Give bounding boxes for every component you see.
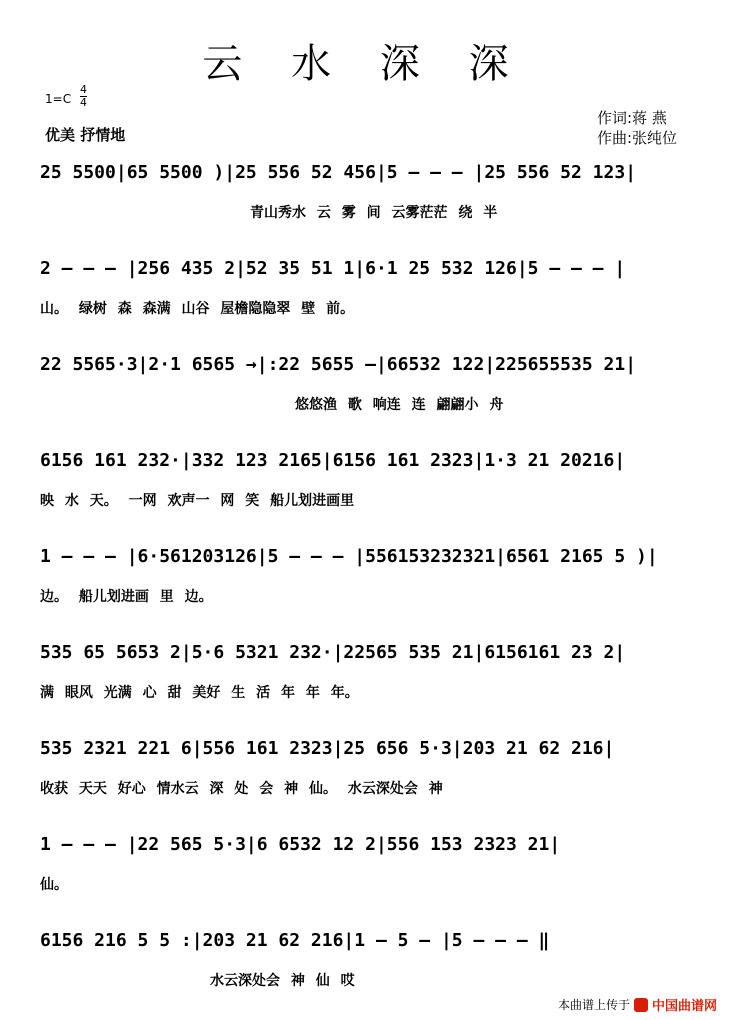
footer xyxy=(558,995,717,1014)
staff-3 xyxy=(40,342,700,438)
time-signature-top: 4 xyxy=(80,83,87,96)
lyrics-line: 山。 绿树 森 森满 山谷 屋檐隐隐翠 壁 前。 xyxy=(40,301,355,317)
staff-1 xyxy=(40,150,700,246)
notation-line: 22 5565·3|2·1 6565 →|:22 5655 –|66532 122|225655535 21| xyxy=(40,354,637,375)
staff-2 xyxy=(40,246,700,342)
music-sheet xyxy=(40,150,700,989)
time-signature-bottom: 4 xyxy=(80,96,87,109)
composer: 作曲:张纯位 xyxy=(597,129,678,147)
staff-8 xyxy=(40,822,700,918)
lyrics-line: 满 眼风 光满 心 甜 美好 生 活 年 年 年。 xyxy=(40,685,359,701)
lyrics-line: 仙。 xyxy=(40,877,68,893)
staff-6 xyxy=(40,630,700,726)
lyrics-line: 悠悠渔 歌 响连 连 翩翩小 舟 xyxy=(295,397,504,413)
upload-note: 本曲谱上传于 xyxy=(557,998,630,1012)
time-signature xyxy=(80,84,87,109)
lyrics-line: 青山秀水 云 雾 间 云雾茫茫 绕 半 xyxy=(250,205,498,221)
lyrics-line: 边。 船儿划进画 里 边。 xyxy=(40,589,213,605)
staff-4 xyxy=(40,438,700,534)
lyrics-line: 水云深处会 神 仙 哎 xyxy=(210,973,355,989)
notation-line: 1 – – – |22 565 5·3|6 6532 12 2|556 153 2323 21| xyxy=(40,834,561,855)
lyrics-line: 收获 天天 好心 情水云 深 处 会 神 仙。 水云深处会 神 xyxy=(40,781,443,797)
site-logo-icon xyxy=(634,998,648,1012)
credits xyxy=(597,108,677,148)
lyricist: 作词:蒋 燕 xyxy=(597,109,667,127)
key-signature: 1=C xyxy=(45,92,72,106)
notation-line: 1 – – – |6·561203126|5 – – – |556153232321|6561 2165 5 )| xyxy=(40,546,658,567)
staff-7 xyxy=(40,726,700,822)
notation-line: 6156 161 232·|332 123 2165|6156 161 2323|1·3 21 20216| xyxy=(40,450,626,471)
notation-line: 535 65 5653 2|5·6 5321 232·|22565 535 21|6156161 23 2| xyxy=(40,642,626,663)
site-name: 中国曲谱网 xyxy=(651,999,717,1014)
notation-line: 2 – – – |256 435 2|52 35 51 1|6·1 25 532 126|5 – – – | xyxy=(40,258,626,279)
page-title: 云 水 深 深 xyxy=(202,41,527,87)
lyrics-line: 映 水 天。 一网 欢声一 网 笑 船儿划进画里 xyxy=(40,493,355,509)
notation-line: 6156 216 5 5 :|203 21 62 216|1 – 5 – |5 – – – ‖ xyxy=(40,930,550,951)
notation-line: 535 2321 221 6|556 161 2323|25 656 5·3|203 21 62 216| xyxy=(40,738,615,759)
notation-line: 25 5500|65 5500 )|25 556 52 456|5 – – – |25 556 52 123| xyxy=(40,162,637,183)
staff-5 xyxy=(40,534,700,630)
expression-marking: 优美 抒情地 xyxy=(45,126,126,144)
